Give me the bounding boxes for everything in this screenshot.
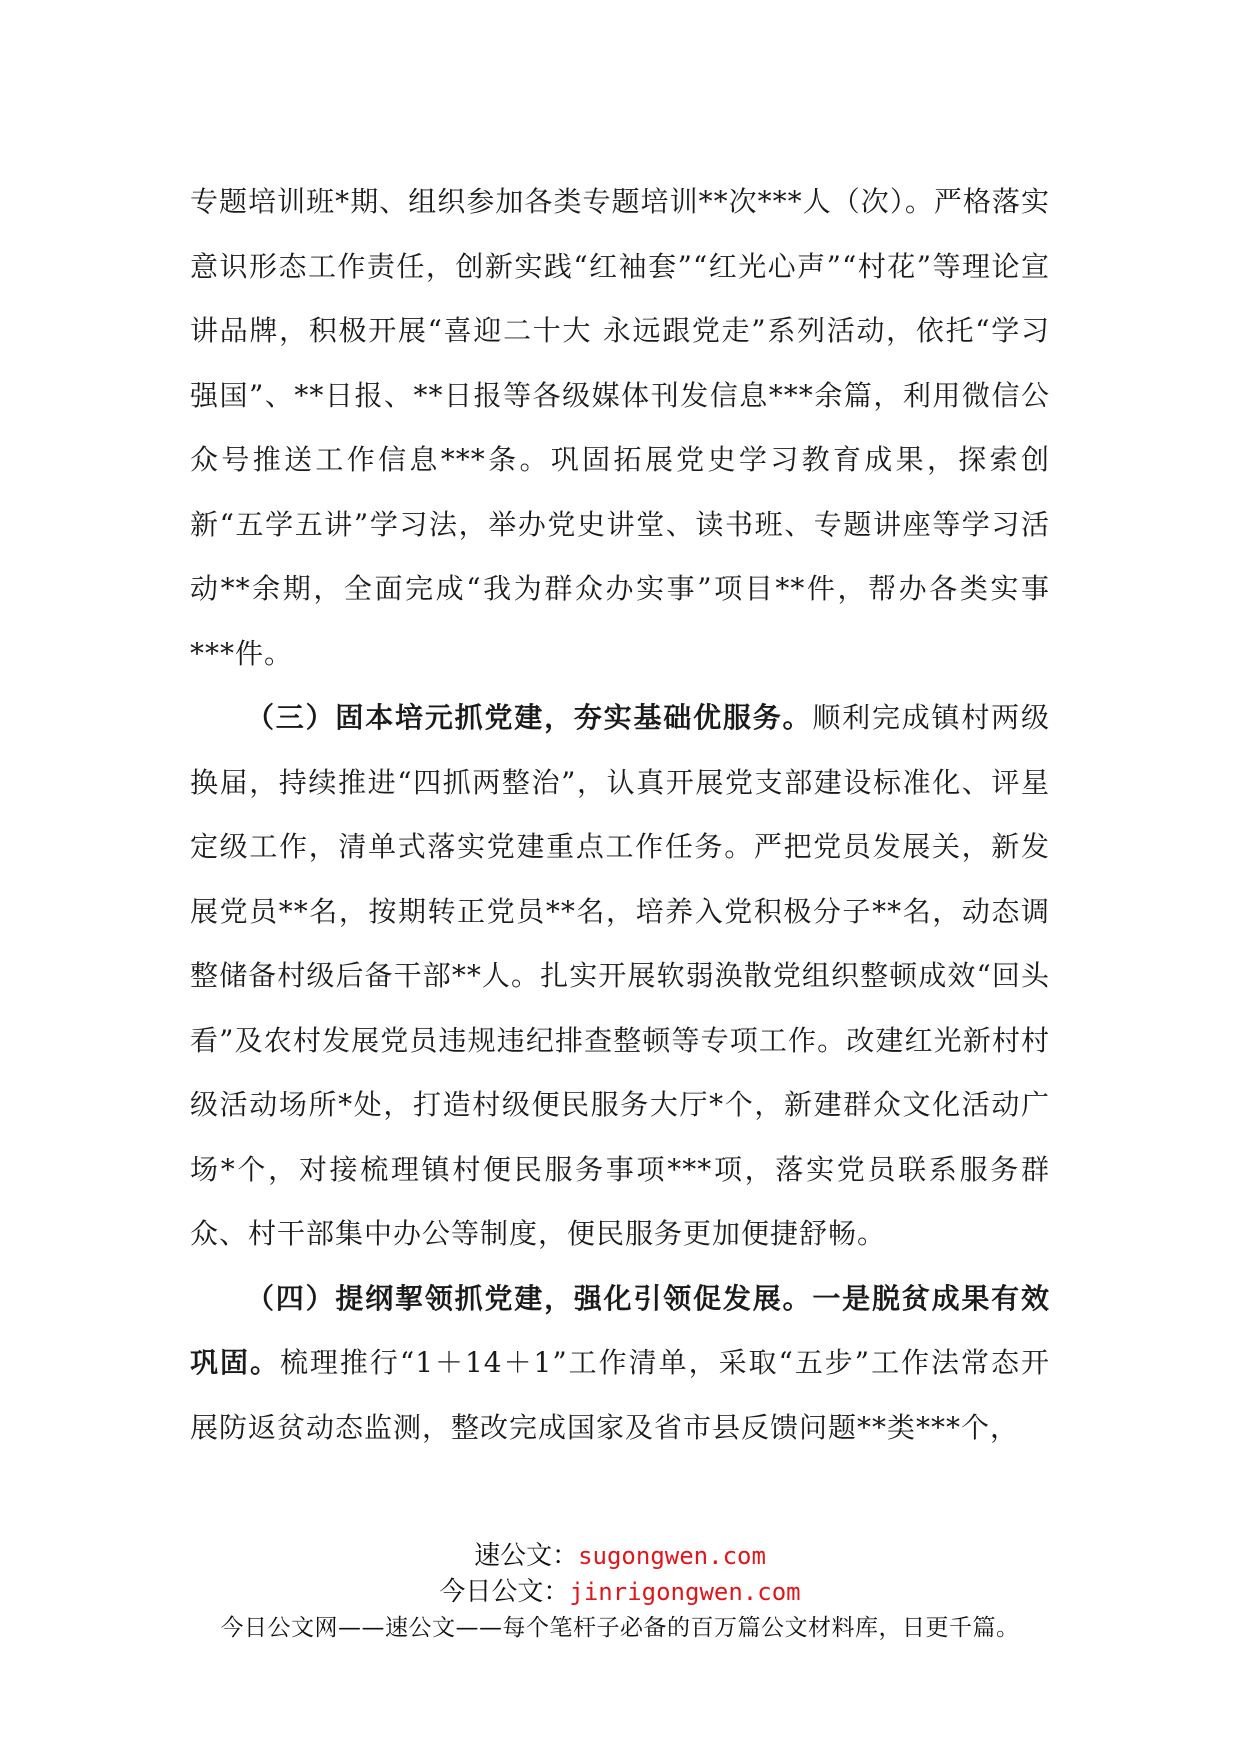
- footer-link-jinrigongwen[interactable]: jinrigongwen.com: [569, 1578, 801, 1606]
- paragraph-text: 梳理推行“1＋14＋1”工作清单，采取“五步”工作法常态开展防返贫动态监测，整改完成国家及省市县反馈问题**类***个，: [190, 1346, 1050, 1444]
- section-heading: （三）固本培元抓党建，夯实基础优服务。: [246, 701, 813, 734]
- paragraph-section-4: [190, 1267, 1050, 1461]
- footer-label: 速公文：: [474, 1541, 579, 1571]
- paragraph-continued: [190, 170, 1050, 686]
- section-heading: （四）提纲挈领抓党建，强化引领促发展。一是脱贫成果有效巩固。: [190, 1281, 1050, 1379]
- footer-label: 今日公文：: [439, 1577, 570, 1607]
- paragraph-text: 顺利完成镇村两级换届，持续推进“四抓两整治”，认真开展党支部建设标准化、评星定级工作，清单式落实党建重点工作任务。严把党员发展关，新发展党员**名，按期转正党员**名，培养入党积极分子**名，动态调整储备村级后备干部**人。扎实开展软弱涣散党组织整顿成效“回头看”及农村发展党员违规违纪排查整顿等专项工作。改建红光新村村级活动场所*处，打造村级便民服务大厅*个，新建群众文化活动广场*个，对接梳理镇村便民服务事项***项，落实党员联系服务群众、村干部集中办公等制度，便民服务更加便捷舒畅。: [190, 701, 1050, 1250]
- footer-link-sugongwen[interactable]: sugongwen.com: [578, 1542, 766, 1570]
- footer-slogan: 今日公文网——速公文——每个笔杆子必备的百万篇公文材料库，日更千篇。: [220, 1615, 1020, 1641]
- footer-sugongwen: [0, 1538, 1240, 1574]
- paragraph-text: 专题培训班*期、组织参加各类专题培训**次***人（次）。严格落实意识形态工作责任，创新实践“红袖套”“红光心声”“村花”等理论宣讲品牌，积极开展“喜迎二十大 永远跟党走”系列活动，依托“学习强国”、**日报、**日报等各级媒体刊发信息***余篇，利用微信公众号推送工作信息***条。巩固拓展党史学习教育成果，探索创新“五学五讲”学习法，举办党史讲堂、读书班、专题讲座等学习活动**余期，全面完成“我为群众办实事”项目**件，帮办各类实事***件。: [190, 185, 1050, 670]
- document-body: [190, 170, 1050, 1460]
- footer-jinrigongwen: [0, 1574, 1240, 1610]
- paragraph-section-3: [190, 686, 1050, 1267]
- footer: [0, 1538, 1240, 1646]
